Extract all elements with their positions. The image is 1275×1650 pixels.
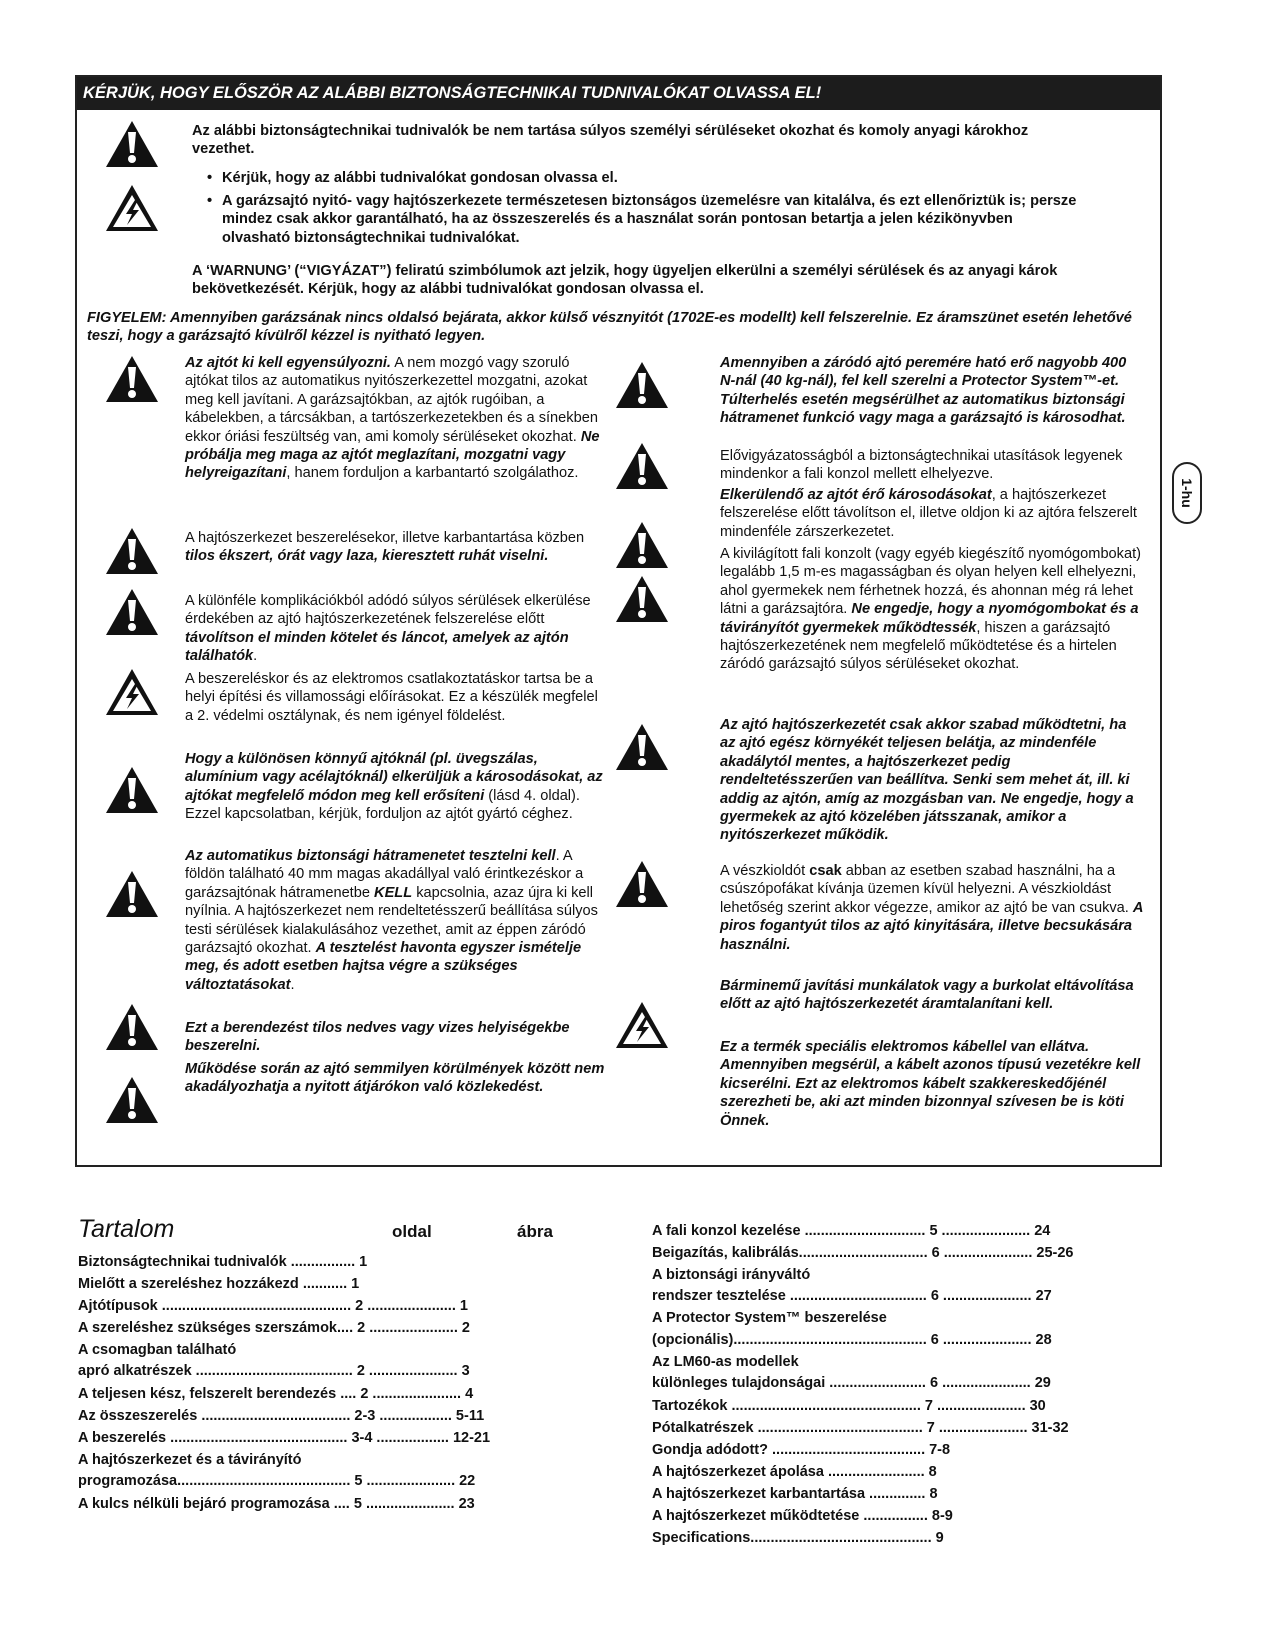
safety-item-light-doors: Hogy a különösen könnyű ajtóknál (pl. üvegszálas, alumínium vagy acélajtóknál) elkerüljük a károsodásokat, az ajtókat megfelelő módon meg kell erősíteni (lásd 4. oldal). Ezzel kapcsolatban, kérjük, forduljon az ajtót gyártó céghez. (185, 751, 603, 823)
safety-item-emergency-release: A vészkioldót csak abban az esetben szabad használni, ha a csúszópofákat kívánja üzemen kívül helyezni. A vészkioldást lehetőség szerint akkor végezze, amikor az ajtó be van csukva. A piros fogantyút tilos az ajtó kinyitására, illetve becsukására használni. (720, 863, 1143, 953)
bullet-2: • (207, 193, 213, 209)
safety-item-wet-rooms: Ezt a berendezést tilos nedves vagy vizes helyiségekbe beszerelni. (185, 1020, 570, 1055)
safety-item-balance: Az ajtót ki kell egyensúlyozni. A nem mozgó vagy szoruló ajtókat tilos az automatikus nyitószerkezettel mozgatni, azokat meg kell javítani. A garázsajtókban, az ajtók rugóiban, a kábelekben, a tárcsákban, a tartószerkezetekben és a sínekben ekkor óriási feszültség van, ami komoly sérüléseket okozhat. Ne próbálja meg maga az ajtót meglazítani, mozgatni vagy helyreigazítani, hanem forduljon a karbantartó szolgálathoz. (185, 355, 600, 482)
toc-entry[interactable]: A hajtószerkezet és a távirányító (78, 1452, 302, 1468)
bullet-1: • (207, 170, 213, 186)
toc-entry[interactable]: apró alkatrészek ....................................... 2 ...................... 3 (78, 1363, 470, 1379)
safety-item-locks: Elkerülendő az ajtót érő károsodásokat, a hajtószerkezet felszerelése előtt távolítson el, illetve oldjon ki az ajtóra felszerelt mindenféle zárszerkezetet. (720, 487, 1137, 540)
warning-icon (104, 1002, 160, 1052)
toc-entry[interactable]: A csomagban található (78, 1342, 237, 1358)
warning-icon (614, 360, 670, 410)
intro-bullet-1: Kérjük, hogy az alábbi tudnivalókat gondosan olvassa el. (222, 170, 618, 186)
toc-entry[interactable]: rendszer tesztelése .................................. 6 ...................... 27 (652, 1288, 1052, 1304)
warning-icon (104, 354, 160, 404)
electric-shock-icon (104, 183, 160, 233)
safety-item-protector: Amennyiben a záródó ajtó peremére ható erő nagyobb 400 N-nál (40 kg-nál), fel kell szerelni a Protector System™-et. Túlterhelés esetén megsérülhet az automatikus biztonsági hátramenet funkció vagy maga a garázsajtó is károsodhat. (720, 355, 1127, 427)
safety-header: KÉRJÜK, HOGY ELŐSZÖR AZ ALÁBBI BIZTONSÁGTECHNIKAI TUDNIVALÓKAT OLVASSA EL! (77, 77, 1160, 110)
safety-item-electric: A beszereléskor és az elektromos csatlakoztatáskor tartsa be a helyi építési és villamossági előírásokat. Ez a készülék megfelel a 2. védelmi osztálynak, és nem igényel földelést. (185, 671, 598, 724)
toc-entry[interactable]: A beszerelés ............................................ 3-4 .................. 12-21 (78, 1430, 491, 1446)
safety-item-instructions-location: Elővigyázatosságból a biztonságtechnikai utasítások legyenek mindenkor a fali konzol mellett elhelyezve. (720, 448, 1123, 483)
warning-icon (614, 859, 670, 909)
toc-entry[interactable]: A kulcs nélküli bejáró programozása .... 5 ...................... 23 (78, 1496, 475, 1512)
warning-icon (104, 587, 160, 637)
toc-title: Tartalom (78, 1215, 175, 1243)
toc-entry[interactable]: A teljesen kész, felszerelt berendezés .... 2 ...................... 4 (78, 1386, 474, 1402)
intro-bullet-2: A garázsajtó nyitó- vagy hajtószerkezete természetesen biztonságos üzemelésre van kitalálva, és ezt ellenőriztük is; persze mindez csak akkor garantálható, ha az összeszerelés és a használat során pontosan betartja a jelen kézikönyvben olvasható biztonságtechnikai tudnivalókat. (222, 193, 1077, 246)
warning-icon (104, 869, 160, 919)
warning-icon (614, 441, 670, 491)
toc-entry[interactable]: Ajtótípusok ............................................... 2 ...................... 1 (78, 1298, 468, 1314)
toc-entry[interactable]: A hajtószerkezet működtetése ................ 8-9 (652, 1508, 953, 1524)
warning-icon (614, 574, 670, 624)
intro-paragraph: Az alábbi biztonságtechnikai tudnivalók be nem tartása súlyos személyi sérüléseket okozhat és komoly anyagi károkhoz vezethet. (192, 123, 1029, 158)
toc-entry[interactable]: A biztonsági irányváltó (652, 1267, 811, 1283)
toc-entry[interactable]: Mielőtt a szereléshez hozzákezd ........... 1 (78, 1276, 360, 1292)
toc-entry[interactable]: Specifications............................................. 9 (652, 1530, 944, 1546)
toc-entry[interactable]: A hajtószerkezet ápolása ........................ 8 (652, 1464, 937, 1480)
warning-icon (104, 765, 160, 815)
safety-box (75, 75, 1162, 1167)
warning-icon (104, 1075, 160, 1125)
language-page-tab: 1-hu (1172, 462, 1202, 524)
toc-entry[interactable]: A hajtószerkezet karbantartása .............. 8 (652, 1486, 938, 1502)
warning-icon (614, 722, 670, 772)
safety-item-ropes: A különféle komplikációkból adódó súlyos sérülések elkerülése érdekében az ajtó hajtószerkezetének felszerelése előtt távolítson el minden kötelet és láncot, amelyek az ajtón találhatók. (185, 593, 591, 665)
toc-entry[interactable]: különleges tulajdonságai ........................ 6 ...................... 29 (652, 1375, 1051, 1391)
warning-symbol-note: A ‘WARNUNG’ (“VIGYÁZAT”) feliratú szimbólumok azt jelzik, hogy ügyeljen elkerülni a személyi sérülések és az anyagi károk bekövetkezését. Kérjük, hogy az alábbi tudnivalókat gondosan olvassa el. (192, 263, 1058, 298)
toc-entry[interactable]: Biztonságtechnikai tudnivalók ................ 1 (78, 1254, 368, 1270)
safety-item-operation: Az ajtó hajtószerkezetét csak akkor szabad működtetni, ha az ajtó egész környékét teljesen belátja, az mindenféle akadálytól mentes, a hajtószerkezet pedig rendeltetésszerűen van beállítva. Senki sem mehet át, ill. ki addig az ajtón, amíg az mozgásban van. Ne engedje, hogy a gyermekek az ajtó közelében játsszanak, amikor a nyitószerkezet működik. (720, 717, 1134, 844)
toc-entry[interactable]: programozása........................................... 5 ...................... 22 (78, 1473, 476, 1489)
safety-item-reverse-test: Az automatikus biztonsági hátramenetet tesztelni kell. A földön található 40 mm magas akadállyal való érintkezéskor a garázsajtónak hátramenetbe KELL kapcsolnia, azaz újra ki kell nyílnia. A hajtószerkezet nem rendeltetésszerű beállítása súlyos testi sérülések kialakulásához vezethet, amit az éppen záródó garázsajtó okozhat. A tesztelést havonta egyszer ismételje meg, és adott esetben hajtsa végre a szükséges változtatásokat. (185, 848, 598, 993)
safety-item-passages: Működése során az ajtó semmilyen körülmények között nem akadályozhatja a nyitott átjárókon való közlekedést. (185, 1061, 605, 1096)
toc-entry[interactable]: Gondja adódott? ...................................... 7-8 (652, 1442, 951, 1458)
toc-entry[interactable]: Pótalkatrészek ......................................... 7 ...................... 31-32 (652, 1420, 1069, 1436)
toc-figure-column-header: ábra (517, 1222, 553, 1241)
toc-entry[interactable]: Az LM60-as modellek (652, 1354, 799, 1370)
electric-shock-icon (614, 1000, 670, 1050)
safety-item-wall-console: A kivilágított fali konzolt (vagy egyéb kiegészítő nyomógombokat) legalább 1,5 m-es magasságban és olyan helyen kell elhelyezni, ahol gyermekek nem férhetnek hozzá, és ahonnan még rá lehet látni a garázsajtóra. Ne engedje, hogy a nyomógombokat és a távirányítót gyermekek működtessék, hiszen a garázsajtó hajtószerkezetének nem megfelelő működtetése és a hirtelen záródó garázsajtó súlyos sérüléseket okozhat. (720, 546, 1142, 673)
toc-entry[interactable]: A fali konzol kezelése .............................. 5 ...................... 24 (652, 1223, 1051, 1239)
safety-item-cable: Ez a termék speciális elektromos kábellel van ellátva. Amennyiben megsérül, a kábelt azonos típusú vezetékre kell kicserélni. Ezt az elektromos kábelt szakkereskedőjénél szerezheti be, aki azt minden bizonnyal szívesen be is köti Önnek. (720, 1039, 1141, 1129)
toc-entry[interactable]: A szereléshez szükséges szerszámok.... 2 ...................... 2 (78, 1320, 470, 1336)
warning-icon (104, 119, 160, 169)
toc-entry[interactable]: Tartozékok ............................................... 7 ...................... 30 (652, 1398, 1046, 1414)
toc-entry[interactable]: Beigazítás, kalibrálás................................ 6 ...................... 25-26 (652, 1245, 1074, 1261)
electric-shock-icon (104, 667, 160, 717)
figyelem-note: FIGYELEM: Amennyiben garázsának nincs oldalsó bejárata, akkor külső vésznyitót (1702E-es modellt) kell felszerelnie. Ez áramszünet esetén lehetővé teszi, hogy a garázsajtó kívülről kézzel is nyitható legyen. (87, 310, 1132, 345)
safety-item-jewelry: A hajtószerkezet beszerelésekor, illetve karbantartása közben tilos ékszert, órát vagy laza, kieresztett ruhát viselni. (185, 530, 585, 565)
toc-entry[interactable]: Az összeszerelés ..................................... 2-3 .................. 5-11 (78, 1408, 485, 1424)
warning-icon (104, 526, 160, 576)
toc-entry[interactable]: (opcionális)................................................ 6 ...................... 28 (652, 1332, 1052, 1348)
safety-item-disconnect-power: Bárminemű javítási munkálatok vagy a burkolat eltávolítása előtt az ajtó hajtószerkezetét áramtalanítani kell. (720, 978, 1134, 1013)
warning-icon (614, 520, 670, 570)
toc-entry[interactable]: A Protector System™ beszerelése (652, 1310, 887, 1326)
toc-page-column-header: oldal (392, 1222, 432, 1241)
